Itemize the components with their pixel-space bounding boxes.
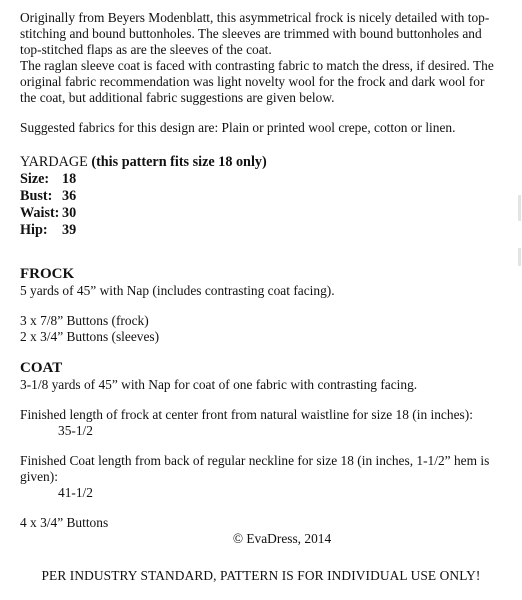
waist-label: Waist: bbox=[20, 205, 60, 221]
size-row bbox=[20, 171, 504, 188]
bust-label: Bust: bbox=[20, 188, 53, 204]
frock-length-label: Finished length of frock at center front from natural waistline for size 18 (in inches): bbox=[20, 407, 473, 422]
bust-row bbox=[20, 188, 504, 205]
hip-row bbox=[20, 222, 504, 239]
waist-value: 30 bbox=[62, 205, 77, 221]
frock-heading: FROCK bbox=[20, 266, 75, 282]
yardage-label: YARDAGE bbox=[20, 154, 88, 170]
intro-section bbox=[20, 10, 504, 106]
frock-buttons: 3 x 7/8” Buttons (frock) bbox=[20, 313, 149, 328]
size-measurements bbox=[20, 171, 504, 239]
frock-fabric: 5 yards of 45” with Nap (includes contrasting coat facing). bbox=[20, 283, 335, 298]
coat-heading: COAT bbox=[20, 360, 63, 376]
coat-fabric: 3-1/8 yards of 45” with Nap for coat of one fabric with contrasting facing. bbox=[20, 377, 418, 392]
waist-row bbox=[20, 205, 504, 222]
page-edge-mark bbox=[518, 195, 521, 221]
hip-label: Hip: bbox=[20, 222, 48, 238]
coat-buttons: 4 x 3/4” Buttons bbox=[20, 515, 109, 530]
intro-paragraph-2: The raglan sleeve coat is faced with contrasting fabric to match the dress, if desired. The original fabric recommendation was light novelty wool for the frock and dark wool for the coat, but additional fabric suggestions are given below. bbox=[20, 58, 494, 105]
coat-section bbox=[20, 359, 504, 531]
pattern-description bbox=[20, 10, 504, 547]
copyright-notice: © EvaDress, 2014 bbox=[232, 531, 332, 546]
usage-notice: PER INDUSTRY STANDARD, PATTERN IS FOR INDIVIDUAL USE ONLY! bbox=[41, 568, 481, 583]
hip-value: 39 bbox=[62, 222, 77, 238]
frock-section bbox=[20, 265, 504, 345]
sleeve-buttons: 2 x 3/4” Buttons (sleeves) bbox=[20, 329, 160, 344]
size-label: Size: bbox=[20, 171, 50, 187]
frock-length-value: 35-1/2 bbox=[58, 423, 93, 438]
yardage-note: (this pattern fits size 18 only) bbox=[91, 154, 267, 170]
yardage-heading bbox=[20, 154, 504, 171]
page-edge-mark bbox=[518, 248, 521, 266]
coat-length-value: 41-1/2 bbox=[58, 485, 93, 500]
intro-paragraph-1: Originally from Beyers Modenblatt, this asymmetrical frock is nicely detailed with top-stitching and bound buttonholes. The sleeves are trimmed with bound buttonholes and top-stitched flaps as are the sleeves of the coat. bbox=[20, 10, 490, 57]
coat-length-label: Finished Coat length from back of regular neckline for size 18 (in inches, 1-1/2” hem is given): bbox=[20, 453, 490, 484]
suggested-fabrics: Suggested fabrics for this design are: Plain or printed wool crepe, cotton or linen. bbox=[20, 120, 456, 135]
bust-value: 36 bbox=[62, 188, 77, 204]
size-value: 18 bbox=[62, 171, 77, 187]
